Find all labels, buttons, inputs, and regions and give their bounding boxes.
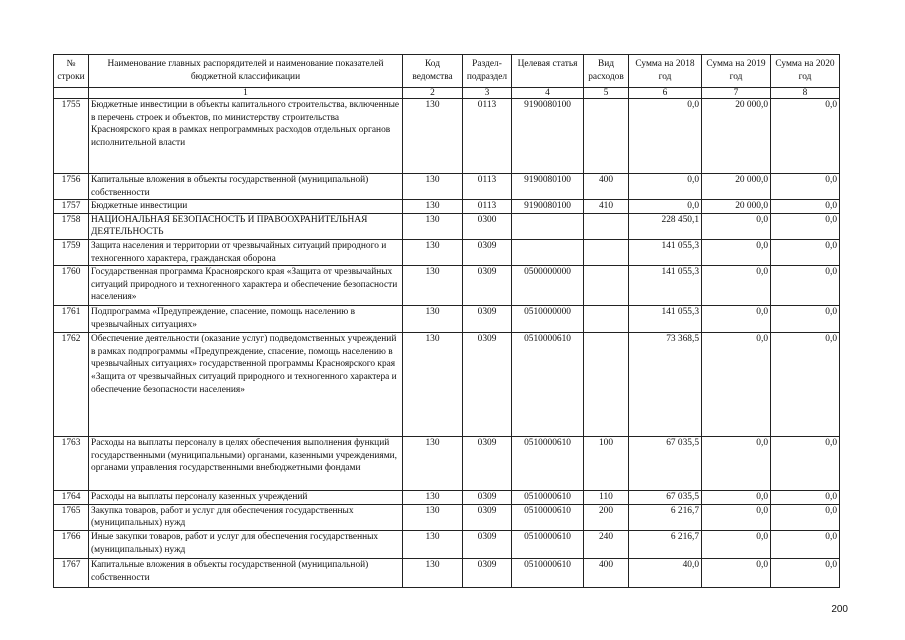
row-expense-type: 410	[584, 200, 629, 214]
column-index: 1	[89, 88, 403, 99]
row-sum-2020: 0,0	[771, 558, 840, 587]
row-number: 1762	[54, 333, 89, 437]
table-row	[54, 530, 840, 558]
row-target-item: 0510000610	[512, 558, 584, 587]
row-department-code: 130	[403, 530, 463, 558]
table-row	[54, 333, 840, 437]
row-sum-2020: 0,0	[771, 333, 840, 437]
row-section: 0309	[463, 306, 512, 333]
row-expense-type: 100	[584, 437, 629, 491]
row-sum-2018: 73 368,5	[629, 333, 702, 437]
row-number: 1758	[54, 213, 89, 239]
row-section: 0309	[463, 333, 512, 437]
row-sum-2019: 20 000,0	[702, 99, 771, 174]
row-expense-type: 400	[584, 174, 629, 200]
row-sum-2019: 0,0	[702, 491, 771, 505]
row-sum-2019: 0,0	[702, 504, 771, 530]
header-name: Наименование главных распорядителей и наименование показателей бюджетной классификации	[89, 55, 403, 88]
row-target-item: 0500000000	[512, 266, 584, 306]
row-target-item	[512, 239, 584, 265]
table-row	[54, 306, 840, 333]
row-department-code: 130	[403, 99, 463, 174]
row-number: 1766	[54, 530, 89, 558]
row-sum-2020: 0,0	[771, 530, 840, 558]
column-index: 4	[512, 88, 584, 99]
row-sum-2019: 0,0	[702, 213, 771, 239]
row-number: 1765	[54, 504, 89, 530]
row-expense-type	[584, 239, 629, 265]
row-sum-2018: 67 035,5	[629, 491, 702, 505]
row-department-code: 130	[403, 213, 463, 239]
budget-table	[53, 54, 840, 588]
row-target-item: 9190080100	[512, 174, 584, 200]
row-expense-type: 110	[584, 491, 629, 505]
row-sum-2020: 0,0	[771, 266, 840, 306]
row-expense-type: 400	[584, 558, 629, 587]
row-target-item: 9190080100	[512, 200, 584, 214]
row-name: Иные закупки товаров, работ и услуг для обеспечения государственных (муниципальных) нужд	[89, 530, 403, 558]
row-sum-2018: 0,0	[629, 174, 702, 200]
row-sum-2019: 0,0	[702, 558, 771, 587]
column-index: 2	[403, 88, 463, 99]
row-sum-2019: 20 000,0	[702, 200, 771, 214]
row-department-code: 130	[403, 437, 463, 491]
row-number: 1756	[54, 174, 89, 200]
row-section: 0309	[463, 491, 512, 505]
row-target-item: 0510000610	[512, 491, 584, 505]
row-target-item: 0510000610	[512, 333, 584, 437]
row-number: 1757	[54, 200, 89, 214]
header-sum-2018: Сумма на 2018 год	[629, 55, 702, 88]
row-name: Бюджетные инвестиции в объекты капитального строительства, включенные в перечень строек и объектов, по министерству строительства Красноярского края в рамках непрограммных расходов отдельных органов исполнительной власти	[89, 99, 403, 174]
row-expense-type	[584, 266, 629, 306]
row-name: Подпрограмма «Предупреждение, спасение, помощь населению в чрезвычайных ситуациях»	[89, 306, 403, 333]
row-number: 1755	[54, 99, 89, 174]
table-row	[54, 174, 840, 200]
row-sum-2019: 0,0	[702, 333, 771, 437]
row-department-code: 130	[403, 239, 463, 265]
row-section: 0309	[463, 266, 512, 306]
row-sum-2018: 6 216,7	[629, 530, 702, 558]
row-number: 1764	[54, 491, 89, 505]
row-name: Защита населения и территории от чрезвычайных ситуаций природного и техногенного характера, гражданская оборона	[89, 239, 403, 265]
column-index: 3	[463, 88, 512, 99]
row-name: Расходы на выплаты персоналу казенных учреждений	[89, 491, 403, 505]
row-sum-2018: 6 216,7	[629, 504, 702, 530]
page-number: 200	[831, 604, 848, 615]
header-expense-type: Вид расходов	[584, 55, 629, 88]
row-number: 1760	[54, 266, 89, 306]
column-index: 6	[629, 88, 702, 99]
row-section: 0309	[463, 504, 512, 530]
row-sum-2019: 0,0	[702, 530, 771, 558]
column-index: 7	[702, 88, 771, 99]
row-department-code: 130	[403, 174, 463, 200]
column-index: 5	[584, 88, 629, 99]
row-sum-2019: 0,0	[702, 437, 771, 491]
row-expense-type: 240	[584, 530, 629, 558]
row-target-item: 9190080100	[512, 99, 584, 174]
row-name: НАЦИОНАЛЬНАЯ БЕЗОПАСНОСТЬ И ПРАВООХРАНИТЕЛЬНАЯ ДЕЯТЕЛЬНОСТЬ	[89, 213, 403, 239]
row-sum-2018: 141 055,3	[629, 239, 702, 265]
row-sum-2019: 20 000,0	[702, 174, 771, 200]
row-sum-2020: 0,0	[771, 239, 840, 265]
row-name: Капитальные вложения в объекты государственной (муниципальной) собственности	[89, 174, 403, 200]
table-row	[54, 558, 840, 587]
row-department-code: 130	[403, 200, 463, 214]
row-name: Капитальные вложения в объекты государственной (муниципальной) собственности	[89, 558, 403, 587]
header-sum-2020: Сумма на 2020 год	[771, 55, 840, 88]
row-sum-2020: 0,0	[771, 504, 840, 530]
row-sum-2019: 0,0	[702, 306, 771, 333]
row-sum-2018: 141 055,3	[629, 266, 702, 306]
row-sum-2018: 0,0	[629, 200, 702, 214]
row-sum-2020: 0,0	[771, 437, 840, 491]
row-section: 0309	[463, 558, 512, 587]
row-sum-2018: 67 035,5	[629, 437, 702, 491]
row-section: 0309	[463, 530, 512, 558]
table-body	[54, 99, 840, 588]
table-row	[54, 239, 840, 265]
table-row	[54, 504, 840, 530]
row-target-item: 0510000610	[512, 437, 584, 491]
row-expense-type	[584, 213, 629, 239]
row-sum-2020: 0,0	[771, 491, 840, 505]
row-target-item: 0510000610	[512, 504, 584, 530]
row-expense-type: 200	[584, 504, 629, 530]
row-sum-2018: 228 450,1	[629, 213, 702, 239]
table-row	[54, 437, 840, 491]
row-target-item: 0510000000	[512, 306, 584, 333]
row-target-item: 0510000610	[512, 530, 584, 558]
row-sum-2020: 0,0	[771, 213, 840, 239]
row-number: 1759	[54, 239, 89, 265]
row-number: 1761	[54, 306, 89, 333]
header-target-item: Целевая статья	[512, 55, 584, 88]
table-row	[54, 200, 840, 214]
table-row	[54, 99, 840, 174]
header-sum-2019: Сумма на 2019 год	[702, 55, 771, 88]
row-section: 0113	[463, 174, 512, 200]
column-index: 8	[771, 88, 840, 99]
row-number: 1767	[54, 558, 89, 587]
row-department-code: 130	[403, 558, 463, 587]
row-target-item	[512, 213, 584, 239]
row-sum-2019: 0,0	[702, 239, 771, 265]
row-sum-2020: 0,0	[771, 200, 840, 214]
table-row	[54, 491, 840, 505]
row-department-code: 130	[403, 306, 463, 333]
row-name: Расходы на выплаты персоналу в целях обеспечения выполнения функций государственными (муниципальными) органами, казенными учреждениями, органами управления государственными внебюджетными фондами	[89, 437, 403, 491]
row-department-code: 130	[403, 333, 463, 437]
row-number: 1763	[54, 437, 89, 491]
header-row-number: № строки	[54, 55, 89, 88]
row-section: 0113	[463, 200, 512, 214]
row-section: 0309	[463, 239, 512, 265]
row-name: Обеспечение деятельности (оказание услуг) подведомственных учреждений в рамках подпрограммы «Предупреждение, спасение, помощь населению в чрезвычайных ситуациях» государственной программы Красноярского края «Защита от чрезвычайных ситуаций природного и техногенного характера и обеспечение безопасности населения»	[89, 333, 403, 437]
column-index	[54, 88, 89, 99]
row-section: 0300	[463, 213, 512, 239]
row-department-code: 130	[403, 491, 463, 505]
row-sum-2018: 141 055,3	[629, 306, 702, 333]
row-name: Государственная программа Красноярского края «Защита от чрезвычайных ситуаций природного и техногенного характера и обеспечение безопасности населения»	[89, 266, 403, 306]
row-department-code: 130	[403, 266, 463, 306]
row-sum-2018: 0,0	[629, 99, 702, 174]
header-department-code: Код ведомства	[403, 55, 463, 88]
row-name: Закупка товаров, работ и услуг для обеспечения государственных (муниципальных) нужд	[89, 504, 403, 530]
row-section: 0113	[463, 99, 512, 174]
row-sum-2020: 0,0	[771, 99, 840, 174]
row-name: Бюджетные инвестиции	[89, 200, 403, 214]
table-row	[54, 213, 840, 239]
table-row	[54, 266, 840, 306]
row-sum-2018: 40,0	[629, 558, 702, 587]
header-section: Раздел-подраздел	[463, 55, 512, 88]
row-sum-2020: 0,0	[771, 306, 840, 333]
row-department-code: 130	[403, 504, 463, 530]
row-sum-2020: 0,0	[771, 174, 840, 200]
row-section: 0309	[463, 437, 512, 491]
row-sum-2019: 0,0	[702, 266, 771, 306]
row-expense-type	[584, 333, 629, 437]
row-expense-type	[584, 99, 629, 174]
row-expense-type	[584, 306, 629, 333]
